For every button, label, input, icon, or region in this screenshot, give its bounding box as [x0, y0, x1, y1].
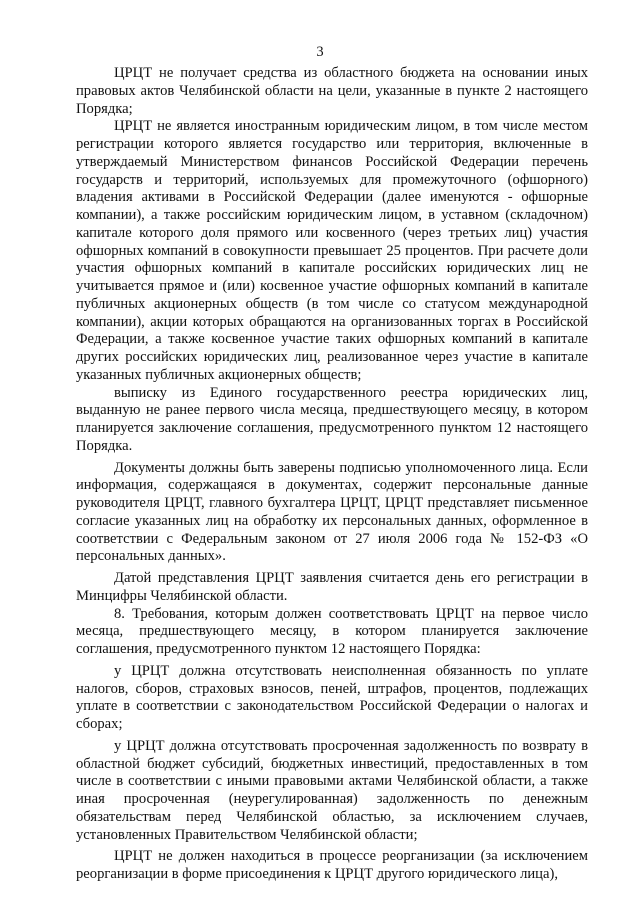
paragraph-no-other-budget-funds: ЦРЦТ не получает средства из областного бюджета на основании иных правовых актов Челябинской области на цели, указанные в пункте 2 настоящего Порядка;: [76, 65, 588, 117]
paragraph-no-reorganization: ЦРЦТ не должен находиться в процессе реорганизации (за исключением реорганизации в форме присоединения к ЦРЦТ другого юридического лица),: [76, 848, 588, 882]
paragraph-egrul-extract: выписку из Единого государственного реестра юридических лиц, выданную не ранее первого числа месяца, предшествующего месяцу, в котором планируется заключение соглашения, предусмотренного пунктом 12 настоящего Порядка.: [76, 384, 588, 454]
document-body: [76, 65, 588, 884]
paragraph-submission-date: Датой представления ЦРЦТ заявления считается день его регистрации в Минцифры Челябинской области.: [76, 570, 588, 604]
paragraph-not-foreign-entity: ЦРЦТ не является иностранным юридическим лицом, в том числе местом регистрации которого является государство или территория, включенные в утверждаемый Министерством финансов Российской Федерации перечень государств и территорий, используемых для промежуточного (офшорного) владения активами в Российской Федерации (далее именуются - офшорные компании), а также российским юридическим лицом, в уставном (складочном) капитале которого доля прямого или косвенного (через третьих лиц) участия офшорных компаний в совокупности превышает 25 процентов. При расчете доли участия офшорных компаний в капитале российских юридических лиц не учитывается прямое и (или) косвенное участие офшорных компаний в капитале публичных акционерных обществ (в том числе со статусом международной компании), акции которых обращаются на организованных торгах в Российской Федерации, а также косвенное участие таких офшорных компаний в капитале других российских юридических лиц, реализованное через участие в капитале указанных публичных акционерных обществ;: [76, 118, 588, 383]
paragraph-no-overdue-debt: у ЦРЦТ должна отсутствовать просроченная задолженность по возврату в областной бюджет субсидий, бюджетных инвестиций, предоставленных в том числе в соответствии с иными правовыми актами Челябинской области, а также иная просроченная (неурегулированная) задолженность по денежным обязательствам перед Челябинской областью, за исключением случаев, установленных Правительством Челябинской области;: [76, 737, 588, 843]
paragraph-section-8-requirements: 8. Требования, которым должен соответствовать ЦРЦТ на первое число месяца, предшествующего месяцу, в котором планируется заключение соглашения, предусмотренного пунктом 12 настоящего Порядка:: [76, 605, 588, 657]
paragraph-no-tax-debt: у ЦРЦТ должна отсутствовать неисполненная обязанность по уплате налогов, сборов, страховых взносов, пеней, штрафов, процентов, подлежащих уплате в соответствии с законодательством Российской Федерации о налогах и сборах;: [76, 662, 588, 732]
page-number: 3: [316, 44, 324, 60]
paragraph-documents-certification: Документы должны быть заверены подписью уполномоченного лица. Если информация, содержащаяся в документах, содержит персональные данные руководителя ЦРЦТ, главного бухгалтера ЦРЦТ, ЦРЦТ представляет письменное согласие указанных лиц на обработку их персональных данных, оформленное в соответствии с Федеральным законом от 27 июля 2006 года № 152-ФЗ «О персональных данных».: [76, 459, 588, 565]
